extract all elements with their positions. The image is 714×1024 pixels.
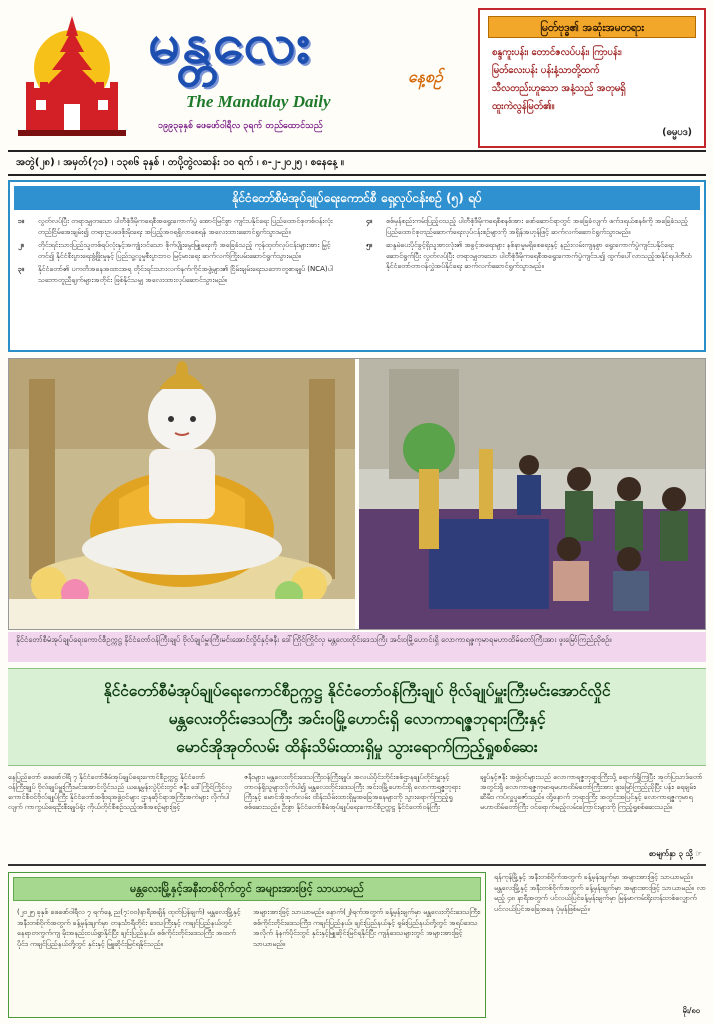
motto-body bbox=[480, 38, 704, 116]
motto-heading: မြတ်ဗုဒ္ဓ၏ အဆုံးအမတရား bbox=[488, 16, 696, 38]
policy-box bbox=[8, 180, 706, 352]
buddha-photo bbox=[9, 359, 355, 629]
photo-strip bbox=[8, 358, 706, 630]
policy-item: ၄။ စစ်မှန်စည်းကမ်းပြည့်ဝသည့် ပါတီစုံဒီမိုကရေစီစနစ်အား ဖော်ဆောင်ရာတွင် အခြေခံလျက် ဖက်ဒရယ်စနစ်ကို အခြေခံသည့် ပြည်ထောင်စုတည်ဆောက်ရေးလုပ်ငန်းစဉ်များကို အရှိန်အဟုန်ဖြင့် ဆက်လက်ဆောင်ရွက်သွားမည်။ bbox=[366, 217, 688, 236]
masthead-title: မန္တလေး bbox=[148, 10, 313, 76]
photos-illustration bbox=[9, 359, 705, 629]
story-column: ချုပ်နှင့်ဇနီး အဖွဲ့ဝင်များသည် လောကာရဇ္ဇဘုရားကြီးသို့ ရောက်ရှိကြပြီး အုတ်ပြသာဒ်တော်အတွင်းရှိ လောကာရဇ္ဇကုမာရမဟာထိမ်တော်ကြီးအား ဖူးမြော်ကြည်ညိုပြီး ပန်း၊ ရေချမ်း၊ ဆီမီး၊ ကပ်လှူပူဇော်သည်။ ထို့နောက် ဘုရားကြီး အတွင်းအပြင်နှင့် လောကာရဇ္ဇကုမာရမဟာထိမ်တော်ကြီး ဝင်ရောက်မည့်လမ်းကြောင်းများကို ကြည့်ရှုစစ်ဆေးသည်။ bbox=[480, 773, 703, 811]
photo-caption: နိုင်ငံတော်စီမံအုပ်ချုပ်ရေးကောင်စီဥက္ကဋ္ဌ နိုင်ငံတော်ဝန်ကြီးချုပ် ဗိုလ်ချုပ်မှူးကြီးမင်းအောင်လှိုင်နှင့်ဇနီး ဒေါ်ကြိုင်ကြိုင်လှ မန္တလေးတိုင်းဒေသကြီး အင်းဝမြို့ဟောင်းရှိ လောကာရဇ္ဇကုမာရမဟာထိမ်တော်ကြီးအား ဖူးမြော်ကြည်ညိုစဉ်။ bbox=[8, 632, 706, 662]
headline-line: မောင်အိုအုတ်လမ်း ထိန်းသိမ်းထားရှိမှု သွားရောက်ကြည့်ရှုစစ်ဆေး bbox=[176, 738, 538, 756]
weather-box bbox=[8, 872, 486, 1018]
motto-line: စန္ဒကူးပန်း၊ တောင်ဇလပ်ပန်း၊ ကြာပန်း၊ bbox=[492, 47, 622, 58]
headline bbox=[8, 668, 706, 766]
story-column: ဇနီးများ၊ မန္တလေးတိုင်းဒေသကြီးဝန်ကြီးချုပ်၊ အလယ်ပိုင်းတိုင်းစစ်ဌာနချုပ်တိုင်းမှူးနှင့် တာဝန်ရှိသူများလိုက်ပါ၍ မန္တလေးတိုင်းဒေသကြီး အင်းဝမြို့ဟောင်းရှိ လောကာရဇ္ဇဘုရားကြီးနှင့် မောင်အိုအုတ်လမ်း ထိန်းသိမ်းထားရှိမှုအခြေအနေများကို သွားရောက်ကြည့်ရှုစစ်ဆေးသည်။ ဦးစွာ နိုင်ငံတော်စီမံအုပ်ချုပ်ရေးကောင်စီဥက္ကဋ္ဌ နိုင်ငံတော်ဝန်ကြီး bbox=[244, 773, 461, 811]
weather-forecast-right bbox=[494, 872, 706, 1018]
dignitaries-photo bbox=[359, 359, 705, 629]
masthead-established: ၁၉၉၃ခုနှစ် ဖေဖော်ဝါရီလ ၃ရက် တည်ထောင်သည် bbox=[158, 121, 323, 131]
policy-item: ၅။ ဆန္ဒမဲပေးပိုင်ခွင့်ရှိသူအားလုံး၏ အခွင့်အရေးများ နစ်နာမှုမရှိစေရေးနှင့် နည်းလမ်းကျနစွာ ရွေးကောက်ပွဲကျင်းပနိုင်ရေး ဆောင်ရွက်ပြီး လွတ်လပ်ပြီး တရားမျှတသော ပါတီစုံဒီမိုကရေစီအရွေးကောက်ပွဲကျင်းပ၍ ထွက်ပေါ်လာသည့်အနိုင်ရပါတီထံ နိုင်ငံတော်တာဝန်လွှဲအပ်နိုင်ရေး ဆက်လက်ဆောင်ရွက်သွားမည်။ bbox=[366, 241, 692, 270]
masthead-daily: နေ့စဉ် bbox=[408, 67, 443, 86]
policy-item: ၂။ တိုင်းရင်းသားပြည်သူတစ်ရပ်လုံးနှင့်အကျုံးဝင်သော စိုက်ပျိုးမွေးမြူရေးကို အခြေခံသည့် ကုန်ထုတ်လုပ်ငန်းများအား မြှင့်တင်၍ နိုင်ငံစီးပွားရေးဖွံ့ဖြိုးမှုနှင့် ပြည်သူ့လူမှုစီးပွားဘဝ မြင့်မားရေး ဆက်လက်ကြိုးပမ်းဆောင်ရွက်သွားမည်။ bbox=[18, 241, 331, 260]
motto-line: မြတ်လေးပန်း ပန်းနံ့သာတို့ထက် bbox=[492, 65, 600, 76]
masthead bbox=[8, 6, 468, 146]
weather-column: (၂၀၂၅ ခုနှစ် ဖေဖော်ဝါရီလ ၇ ရက်နေ့ ည(၇:၀၀)နာရီအချိန် ထုတ်ပြန်ချက်) မန္တလေးမြို့နှင့် အနီးတစ်ဝိုက်အတွက် ခန့်မှန်းချက်မှာ တနင်္သာရီတိုင်း ဒေသကြီးနှင့် ကချင်ပြည်နယ်တွင် နေရာတကွက်ကျ မိုးအနည်းငယ်ရွာနိုင်ပြီး ချင်းပြည်နယ်၊ စစ်ကိုင်းတိုင်းဒေသကြီး အထက်ပိုင်း၊ ကချင်ပြည်နယ်တို့တွင် နှင်းနှင့် မြူဆိုင်းမြင်ရနိုင်သည်။ bbox=[17, 908, 241, 948]
motto-source: (ဓမ္မပဒ) bbox=[662, 127, 692, 138]
policy-item: ၃။ နိုင်ငံတော်၏ ပကတိအနေအထားအရ တိုင်းရင်းသားလက်နက်ကိုင်အဖွဲ့များ၏ ငြိမ်းချမ်းရေးသဘောတူစာချုပ် (NCA)ပါ သဘောတူညီချက်များအတိုင်း ဖြစ်နိုင်သမျှ အလေးထားလုပ်ဆောင်သွားမည်။ bbox=[18, 265, 333, 284]
headline-line: နိုင်ငံတော်စီမံအုပ်ချုပ်ရေးကောင်စီဥက္ကဋ္ဌ နိုင်ငံတော်ဝန်ကြီးချုပ် ဗိုလ်ချုပ်မှူးကြီးမင်းအောင်လှိုင် bbox=[103, 682, 611, 700]
policy-heading: နိုင်ငံတော်စီမံအုပ်ချုပ်ရေးကောင်စီ ရှေ့လုပ်ငန်းစဉ် (၅) ရပ် bbox=[14, 186, 700, 210]
weather-sign: မိုး/၈၀ bbox=[682, 1005, 700, 1015]
motto-line: ထူးကဲလွန်မြတ်၏။ bbox=[492, 101, 555, 112]
weather-heading: မန္တလေးမြို့နှင့်အနီးတစ်ဝိုက်တွင် အများအားဖြင့် သာယာမည် bbox=[13, 877, 481, 901]
masthead-title-en: The Mandalay Daily bbox=[186, 92, 331, 111]
story-column: နေပြည်တော် ဖေဖော်ဝါရီ ၇ နိုင်ငံတော်စီမံအုပ်ချုပ်ရေးကောင်စီဥက္ကဋ္ဌ နိုင်ငံတော်ဝန်ကြီးချုပ် ဗိုလ်ချုပ်မှူးကြီးမင်းအောင်လှိုင်သည် ယနေ့မွန်းလွဲပိုင်းတွင် ဇနီး ဒေါ်ကြိုင်ကြိုင်လှ ကောင်စီဝင်ဗိုလ်ချုပ်ကြီး နိုင်ငံတော်အစိုးရအဖွဲ့ဝင်များ ဌာနဆိုင်ရာအကြီးအကဲများ လိုက်ပါလျက် ကာကွယ်ရေးဦးစီးချုပ်ရုံး ကိုယ်တိုင်စီစဉ်သည့်အစီအစဉ်များဖြင့် bbox=[8, 773, 232, 811]
headline-line: မန္တလေးတိုင်းဒေသကြီး အင်းဝမြို့ဟောင်းရှိ လောကာရဇ္ဇဘုရားကြီးနှင့် bbox=[168, 710, 546, 728]
lead-story bbox=[8, 772, 706, 866]
continued-link[interactable]: စာမျက်နှာ ၃ သို့ ☞ bbox=[648, 849, 702, 858]
weather-right-text: ရန်ကုန်မြို့နှင့် အနီးတစ်ဝိုက်အတွက် ခန့်မှန်းချက်မှာ အများအားဖြင့် သာယာမည်။ မန္တလေးမြို့နှင့် အနီးတစ်ဝိုက်အတွက် ခန့်မှန်းချက်မှာ အများအားဖြင့် သာယာမည်။ လာမည့် ၄၈ နာရီအတွက် ပင်လယ်ပြင်ခန့်မှန်းချက်မှာ မြန်မာကမ်းရိုးတန်းတစ်လျှောက် ပင်လယ်ပြင်အခြေအနေ ပုံမှန်ဖြစ်မည်။ bbox=[494, 873, 706, 913]
date-bar: အတွဲ(၂၈) ၊ အမှတ်(၇၁) ၊ ၁၃၈၆ ခုနှစ် ၊ တပို့တွဲလဆန်း ၁၀ ရက် ၊ ၈-၂-၂၀၂၅ ၊ စနေနေ့ ။ bbox=[8, 150, 706, 176]
motto-line: သီလတည်းဟူသော အနံ့သည် အတုမရှိ bbox=[492, 83, 626, 94]
weather-column: အများအားဖြင့် သာယာမည်။ နောက်(၂)ရက်အတွက် ခန့်မှန်းချက်မှာ မန္တလေးတိုင်းဒေသကြီး၊ စစ်ကိုင်းတိုင်းဒေသကြီး၊ ကချင်ပြည်နယ်၊ ချင်းပြည်နယ်နှင့် ရှမ်းပြည်နယ်တို့တွင် အရပ်ဒေသအလိုက် နံနက်ပိုင်းတွင် နှင်းနှင့်မြူဆိုင်းမြင်ရနိုင်ပြီး ကျန်ဒေသများတွင် အများအားဖြင့် သာယာမည်။ bbox=[253, 908, 481, 948]
policy-item: ၁။ လွတ်လပ်ပြီး တရားမျှတသော ပါတီစုံဒီမိုကရေစီအရွေးကောက်ပွဲ အောင်မြင်စွာ ကျင်းပနိုင်ရေး ပြည်ထောင်စုတစ်ဝန်းလုံး တည်ငြိမ်အေးချမ်း၍ တရားဥပဒေစိုးမိုးရေး အပြည့်အဝရရှိလာစေရန် အလေးထားဆောင်ရွက်သွားမည်။ bbox=[18, 217, 333, 236]
motto-box bbox=[478, 8, 706, 148]
palace-logo-icon bbox=[12, 12, 132, 142]
